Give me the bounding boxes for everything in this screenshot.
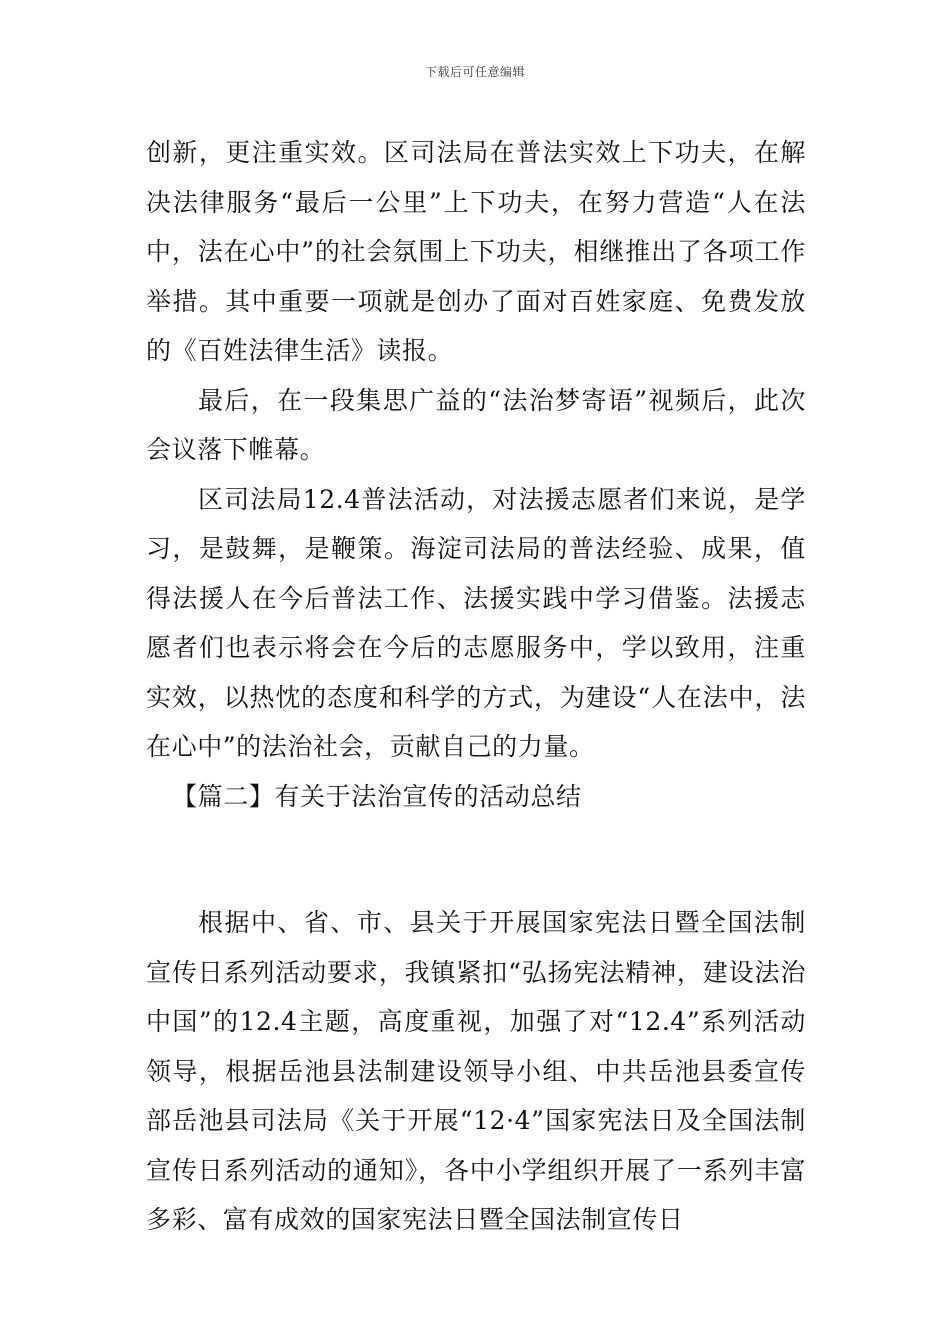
page-header: 下载后可任意编辑 xyxy=(424,65,525,79)
paragraph-summary: 区司法局12.4普法活动，对法援志愿者们来说，是学习，是鼓舞，是鞭策。海淀司法局的普法经验、成果，值得法援人在今后普法工作、法援实践中学习借鉴。法援志愿者们也表示将会在今后的志愿服务中，学以致用，注重实效，以热忱的态度和科学的方式，为建设“人在法中，法在心中”的法治社会，贡献自己的力量。 xyxy=(146,484,806,761)
section-title: 【篇二】有关于法治宣传的活动总结 xyxy=(172,781,582,811)
document-body xyxy=(146,128,806,1245)
paragraph-continuation: 创新，更注重实效。区司法局在普法实效上下功夫，在解决法律服务“最后一公里”上下功夫，在努力营造“人在法中，法在心中”的社会氛围上下功夫，相继推出了各项工作举措。其中重要一项就是创办了面对百姓家庭、免费发放的《百姓法律生活》读报。 xyxy=(146,138,806,365)
section-spacer xyxy=(146,821,806,898)
section-paragraph: 根据中、省、市、县关于开展国家宪法日暨全国法制宣传日系列活动要求，我镇紧扣“弘扬宪法精神，建设法治中国”的12.4主题，高度重视，加强了对“12.4”系列活动领导，根据岳池县法制建设领导小组、中共岳池县委宣传部岳池县司法局《关于开展“12·4”国家宪法日及全国法制宣传日系列活动的通知》，各中小学组织开展了一系列丰富多彩、富有成效的国家宪法日暨全国法制宣传日 xyxy=(146,908,806,1234)
paragraph-closing: 最后，在一段集思广益的“法治梦寄语”视频后，此次会议落下帷幕。 xyxy=(146,385,806,464)
